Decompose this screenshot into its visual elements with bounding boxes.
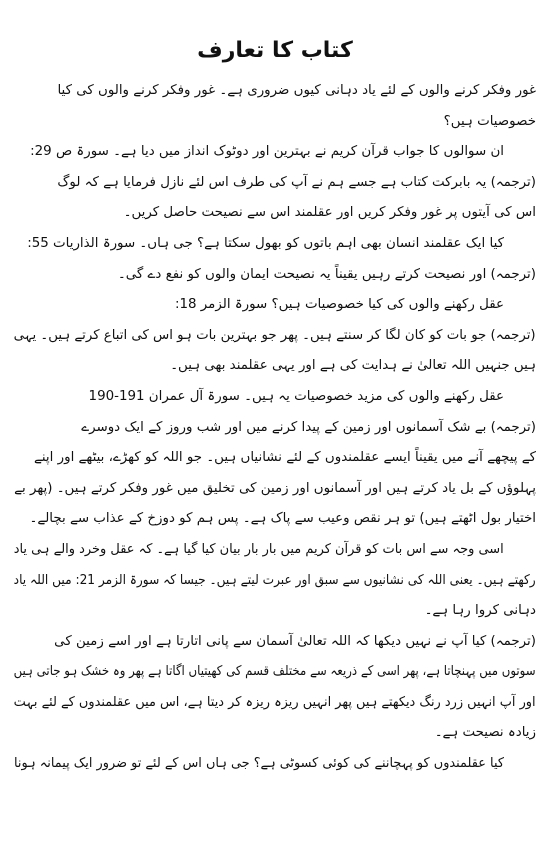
text-line-content: ان سوالوں کا جواب قرآن کریم نے بہترین اور دوٹوک انداز میں دیا ہے۔ سورۃ ص 29: [30,144,504,160]
text-line-content: کیا عقلمندوں کو پہچاننے کی کوئی کسوٹی ہے؟ جی ہاں اس کے لئے تو ضرور ایک پیمانہ ہونا [14,756,504,772]
text-line [14,627,536,658]
text-line [14,351,536,382]
text-line [14,76,536,107]
text-line [14,321,536,352]
text-line-content: عقل رکھنے والوں کی مزید خصوصیات یہ ہیں۔ سورۃ آل عمران 191-190 [88,388,504,404]
text-line [14,168,536,199]
text-line [14,657,536,688]
text-line [14,260,536,291]
page-title: کتاب کا تعارف [197,38,353,63]
text-line-content: غور وفکر کرنے والوں کے لئے یاد دہانی کیوں ضروری ہے۔ غور وفکر کرنے والوں کی کیا [57,83,536,98]
text-line [14,566,536,597]
text-line-content: (ترجمہ) اور نصیحت کرتے رہیں یقیناً یہ نصیحت ایمان والوں کو نفع دے گی۔ [117,266,536,282]
text-line [14,718,536,749]
text-line-content: (ترجمہ) بے شک آسمانوں اور زمین کے پیدا کرنے میں اور شب وروز کے ایک دوسرے [81,419,536,435]
text-line [14,137,536,168]
body-text [14,76,536,780]
text-line-content: (ترجمہ) کیا آپ نے نہیں دیکھا کہ اللہ تعالیٰ آسمان سے پانی اتارتا ہے اور اسے زمین کی [54,633,536,649]
text-line [14,290,536,321]
text-line-content: کیا ایک عقلمند انسان بھی اہم باتوں کو بھول سکتا ہے؟ جی ہاں۔ سورۃ الذاریات 55: [27,235,504,251]
text-line-content: عقل رکھنے والوں کی کیا خصوصیات ہیں؟ سورۃ الزمر 18: [174,297,504,313]
text-line-content: سوتوں میں پہنچاتا ہے، پھر اسی کے ذریعہ سے مختلف قسم کی کھیتیاں اگاتا ہے پھر وہ خشک ہو جاتی ہیں [14,664,536,680]
text-line-content: (ترجمہ) جو بات کو کان لگا کر سنتے ہیں۔ پھر جو بہترین بات ہو اس کی اتباع کرتے ہیں۔ یہی [14,327,536,343]
text-line-content: اس کی آیتوں پر غور وفکر کریں اور عقلمند اس سے نصیحت حاصل کریں۔ [123,205,536,221]
text-line-content: اختیار بول اٹھتے ہیں) تو ہر نقص وعیب سے پاک ہے۔ پس ہم کو دوزخ کے عذاب سے بچالے۔ [29,511,536,527]
text-line-content: دہانی کروا رہا ہے۔ [424,603,536,619]
text-line [14,443,536,474]
text-line [14,749,536,780]
text-line [14,596,536,627]
text-line-content: ہیں جنہیں اللہ تعالیٰ نے ہدایت کی ہے اور یہی عقلمند بھی ہیں۔ [170,358,536,374]
text-line [14,535,536,566]
text-line-content: زیادہ نصیحت ہے۔ [434,725,536,741]
text-line [14,504,536,535]
text-line-content: خصوصیات ہیں؟ [443,113,536,129]
text-line [14,198,536,229]
text-line [14,413,536,444]
text-line [14,229,536,260]
text-line-content: اسی وجہ سے اس بات کو قرآن کریم میں بار بار بیان کیا گیا ہے۔ کہ عقل وخرد والے ہی یاد [14,541,504,557]
text-line [14,107,536,138]
text-line-content: رکھتے ہیں۔ یعنی اللہ کی نشانیوں سے سبق اور عبرت لیتے ہیں۔ جیسا کہ سورۃ الزمر 21: میں اللہ یاد [14,572,536,588]
text-line-content: (ترجمہ) یہ بابرکت کتاب ہے جسے ہم نے آپ کی طرف اس لئے نازل فرمایا ہے کہ لوگ [57,174,536,190]
text-line [14,474,536,505]
text-line [14,382,536,413]
text-line-content: اور آپ انہیں زرد رنگ دیکھتے ہیں پھر انہیں ریزہ ریزہ کر دیتا ہے، اس میں عقلمندوں کے لئے بہت [14,694,536,710]
text-line [14,688,536,719]
text-line-content: کے پیچھے آنے میں یقیناً ایسے عقلمندوں کے لئے نشانیاں ہیں۔ جو اللہ کو کھڑے، بیٹھے اور اپنے [34,450,536,466]
text-line-content: پہلوؤں کے بل یاد کرتے ہیں اور آسمانوں اور زمین کی تخلیق میں غور وفکر کرتے ہیں۔ (پھر بے [14,480,536,496]
